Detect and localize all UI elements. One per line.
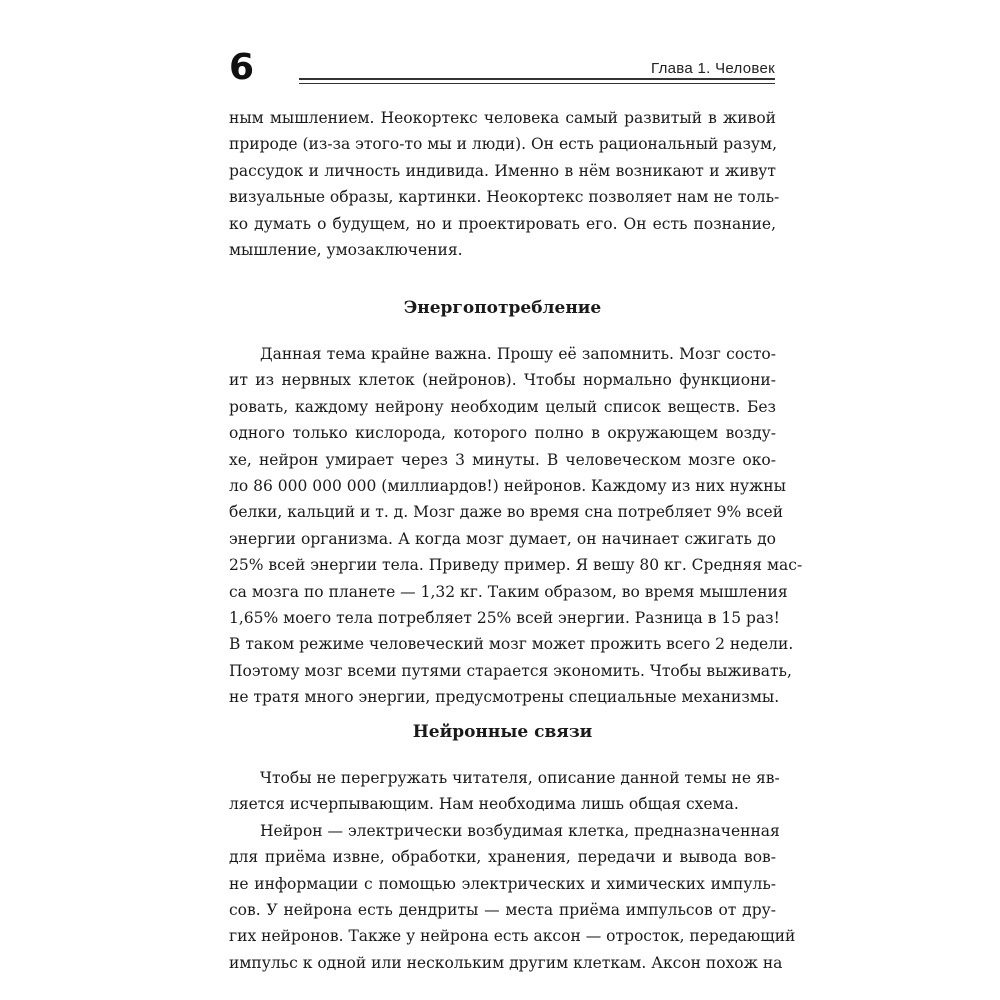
- chapter-title: Глава 1. Человек: [651, 60, 775, 77]
- text-line: визуальные образы, картинки. Неокортекс позволяет нам не толь-: [229, 188, 780, 207]
- text-line: ляется исчерпывающим. Нам необходима лишь общая схема.: [229, 795, 739, 814]
- text-line: В таком режиме человеческий мозг может прожить всего 2 недели.: [229, 635, 794, 654]
- text-line: энергии организма. А когда мозг думает, он начинает сжигать до: [229, 529, 776, 548]
- text-line: мышление, умозаключения.: [229, 241, 463, 260]
- text-line: гих нейронов. Также у нейрона есть аксон — отросток, передающий: [229, 927, 796, 946]
- text-line: ровать, каждому нейрону необходим целый список веществ. Без: [229, 397, 776, 416]
- text-line: Поэтому мозг всеми путями старается экономить. Чтобы выживать,: [229, 661, 792, 680]
- header-rule-thin: [299, 83, 775, 84]
- text-line: Нейрон — электрически возбудимая клетка, предназначенная: [260, 821, 780, 840]
- text-line: природе (из-за этого-то мы и люди). Он есть рациональный разум,: [229, 135, 778, 154]
- text-line: Данная тема крайне важна. Прошу её запомнить. Мозг состо-: [260, 345, 776, 363]
- text-line: рассудок и личность индивида. Именно в нём возникают и живут: [229, 161, 776, 180]
- text-line: не информации с помощью электрических и химических импуль-: [229, 874, 776, 893]
- page-number: 6: [229, 47, 255, 88]
- text-line: белки, кальций и т. д. Мозг даже во время сна потребляет 9% всей: [229, 503, 784, 522]
- text-line: ло 86 000 000 000 (миллиардов!) нейронов. Каждому из них нужны: [229, 477, 786, 496]
- text-line: ным мышлением. Неокортекс человека самый развитый в живой: [229, 109, 776, 127]
- text-line: для приёма извне, обработки, хранения, передачи и вывода вов-: [229, 848, 776, 867]
- text-line: ко думать о будущем, но и проектировать его. Он есть познание,: [229, 214, 776, 233]
- intro-paragraph: [229, 105, 780, 263]
- text-line: са мозга по планете — 1,32 кг. Таким образом, во время мышления: [229, 582, 788, 601]
- energy-paragraph: [229, 341, 803, 711]
- header-rule-thick: [299, 78, 775, 80]
- text-line: 1,65% моего тела потребляет 25% всей энергии. Разница в 15 раз!: [229, 609, 780, 628]
- text-line: ит из нервных клеток (нейронов). Чтобы нормально функциони-: [229, 371, 776, 390]
- text-line: импульс к одной или нескольким другим клеткам. Аксон похож на: [229, 953, 783, 972]
- text-line: Чтобы не перегружать читателя, описание данной темы не яв-: [260, 769, 780, 787]
- section-heading-neural-links: Нейронные связи: [412, 722, 593, 742]
- neural-links-text: [229, 765, 796, 976]
- text-line: 25% всей энергии тела. Приведу пример. Я вешу 80 кг. Средняя мас-: [229, 556, 803, 575]
- text-line: сов. У нейрона есть дендриты — места приёма импульсов от дру-: [229, 901, 776, 920]
- text-line: хе, нейрон умирает через 3 минуты. В человеческом мозге око-: [229, 450, 776, 469]
- text-line: одного только кислорода, которого полно в окружающем возду-: [229, 424, 776, 443]
- text-line: не тратя много энергии, предусмотрены специальные механизмы.: [229, 688, 780, 707]
- section-heading-energy: Энергопотребление: [403, 298, 602, 318]
